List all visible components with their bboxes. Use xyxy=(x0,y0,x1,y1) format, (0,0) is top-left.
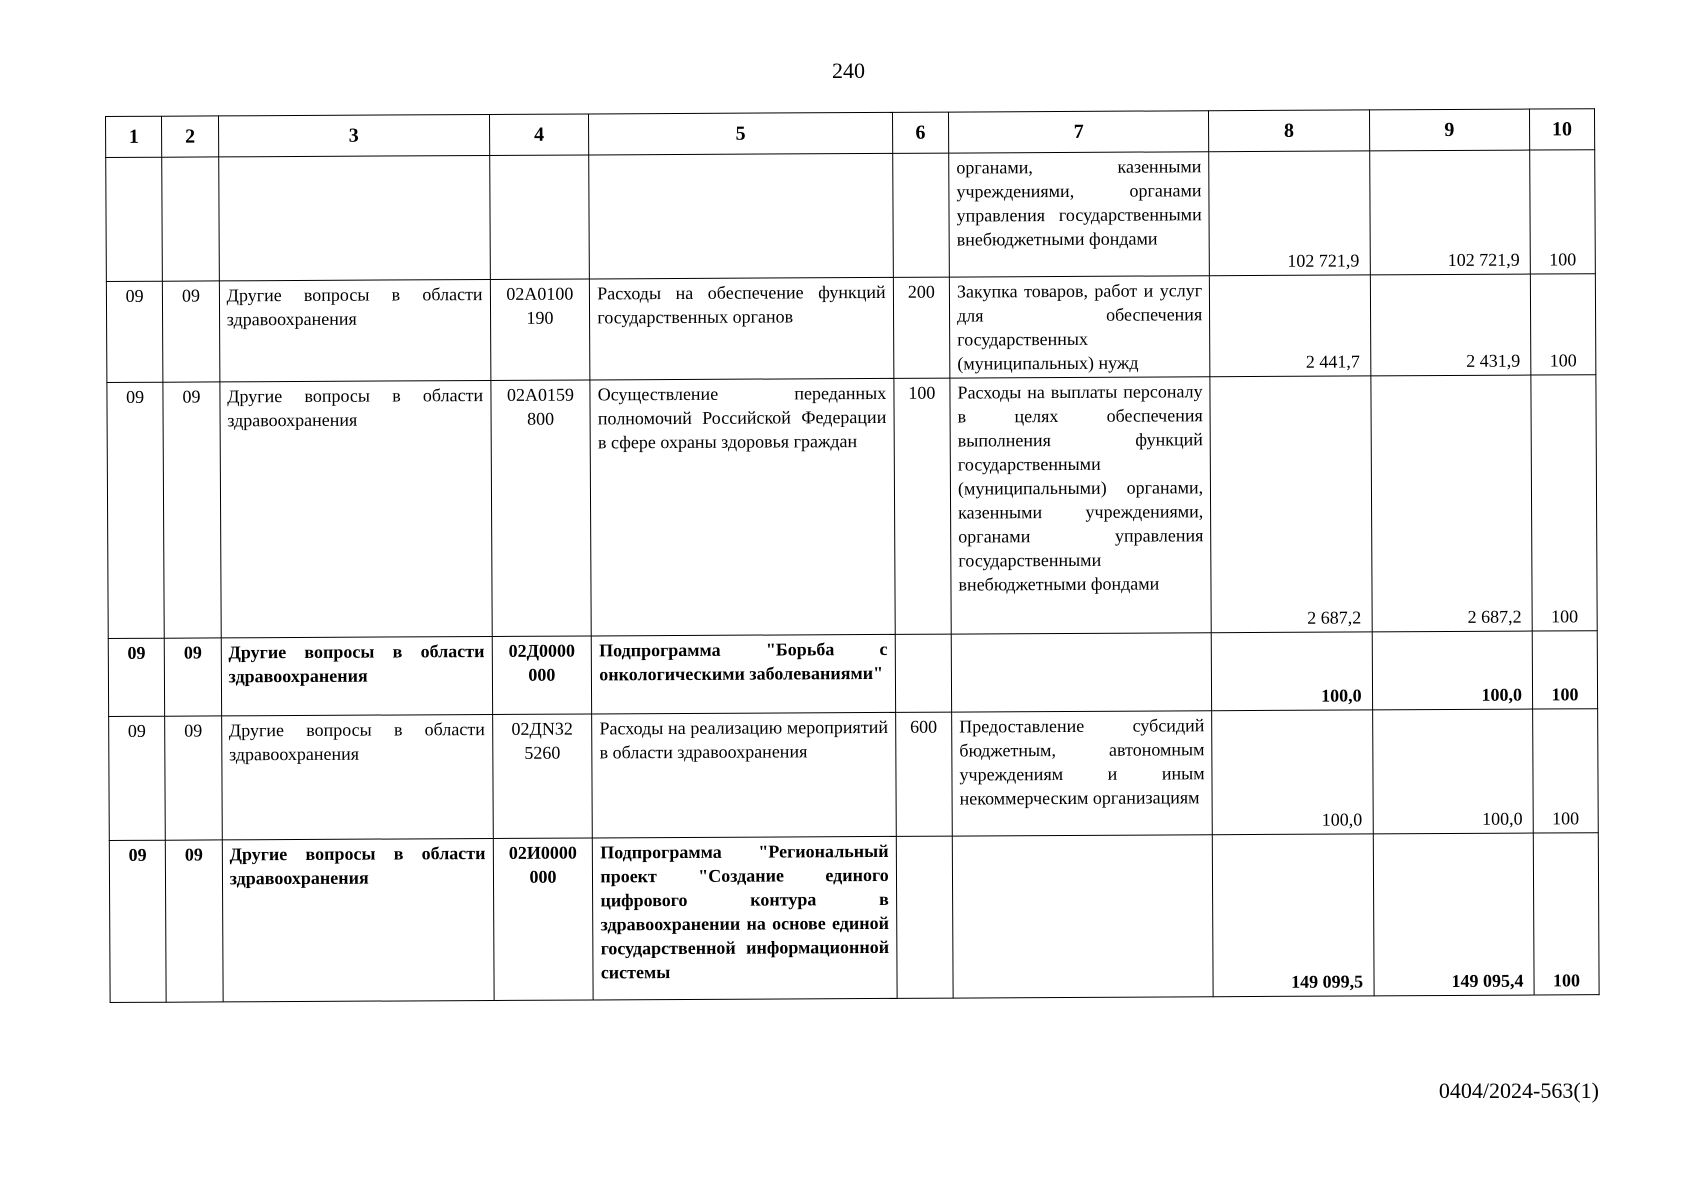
cell-target-code: 02А0100 190 xyxy=(490,279,590,381)
header-col-4: 4 xyxy=(489,114,589,156)
header-col-2: 2 xyxy=(162,116,219,157)
cell-section-name: Другие вопросы в области здравоохранения xyxy=(219,279,490,381)
table-row xyxy=(107,375,1597,639)
cell-target-name: Подпрограмма "Региональный проект "Создание единого цифрового контура в здравоохранении на основе единой государственной информационной системы xyxy=(593,836,897,1000)
cell-subsection: 09 xyxy=(163,382,221,638)
header-col-6: 6 xyxy=(892,112,949,153)
cell-target-name xyxy=(589,153,893,279)
cell-section: 09 xyxy=(109,716,166,840)
cell-percent: 100 xyxy=(1530,150,1596,274)
cell-planned: 102 721,9 xyxy=(1209,151,1370,276)
cell-target-name: Расходы на обеспечение функций государственных органов xyxy=(590,277,894,380)
header-col-5: 5 xyxy=(589,112,893,155)
header-col-3: 3 xyxy=(218,114,489,156)
page-number: 240 xyxy=(832,58,865,83)
cell-section-name: Другие вопросы в области здравоохранения xyxy=(222,838,494,1001)
cell-percent: 100 xyxy=(1531,375,1597,631)
cell-executed: 102 721,9 xyxy=(1369,150,1530,275)
cell-subsection: 09 xyxy=(165,638,222,716)
cell-section: 09 xyxy=(109,840,166,1002)
header-col-1: 1 xyxy=(106,116,163,157)
cell-planned: 2 441,7 xyxy=(1209,275,1370,377)
cell-percent: 100 xyxy=(1533,709,1599,833)
cell-expense-type: 600 xyxy=(895,712,952,836)
cell-executed: 100,0 xyxy=(1372,631,1533,710)
cell-expense-type xyxy=(892,153,949,277)
cell-target-code: 02А0159 800 xyxy=(490,380,591,637)
cell-planned: 100,0 xyxy=(1211,632,1372,711)
cell-executed: 2 687,2 xyxy=(1370,375,1532,632)
cell-target-code: 02Д0000 000 xyxy=(492,636,592,715)
cell-expense-type xyxy=(895,634,952,712)
table-row xyxy=(106,150,1596,282)
cell-section: 09 xyxy=(107,382,165,638)
header-col-9: 9 xyxy=(1369,109,1530,151)
cell-expense-name: Расходы на выплаты персоналу в целях обеспечения выполнения функций государственными (муниципальными) органами, казенными учреждениями, органами управления государственными внебюджетными фондами xyxy=(950,377,1211,634)
cell-target-code xyxy=(489,155,589,280)
table-row xyxy=(109,709,1599,841)
cell-section-name: Другие вопросы в области здравоохранения xyxy=(220,380,492,637)
cell-section-name: Другие вопросы в области здравоохранения xyxy=(221,714,493,839)
cell-executed: 2 431,9 xyxy=(1370,274,1531,376)
cell-expense-type: 100 xyxy=(894,378,952,634)
cell-expense-name: Предоставление субсидий бюджетным, автономным учреждениям и иным некоммерческим организациям xyxy=(952,711,1213,836)
budget-table xyxy=(105,108,1600,1003)
cell-target-name: Подпрограмма "Борьба с онкологическими заболеваниями" xyxy=(592,634,896,714)
cell-subsection: 09 xyxy=(163,281,220,382)
cell-planned: 2 687,2 xyxy=(1210,376,1372,633)
cell-section: 09 xyxy=(108,638,165,716)
cell-section-name xyxy=(218,155,490,280)
cell-target-code: 02И0000 000 xyxy=(493,838,594,1001)
cell-target-name: Осуществление переданных полномочий Российской Федерации в сфере охраны здоровья граждан xyxy=(590,378,895,636)
table-row xyxy=(108,631,1597,717)
cell-subsection xyxy=(162,157,219,281)
cell-planned: 149 099,5 xyxy=(1212,834,1373,997)
cell-expense-type xyxy=(896,836,953,998)
cell-section: 09 xyxy=(106,281,163,382)
cell-subsection: 09 xyxy=(166,840,223,1002)
cell-target-code: 02ДN32 5260 xyxy=(492,714,592,839)
header-col-10: 10 xyxy=(1529,109,1594,150)
cell-section-name: Другие вопросы в области здравоохранения xyxy=(221,636,492,715)
cell-expense-name: органами, казенными учреждениями, органами управления государственными внебюджетными фондами xyxy=(949,152,1210,277)
table-row xyxy=(109,833,1599,1003)
cell-expense-name xyxy=(951,633,1211,712)
cell-executed: 100,0 xyxy=(1372,709,1533,834)
table-row xyxy=(106,274,1596,383)
cell-section xyxy=(106,157,163,281)
cell-expense-name xyxy=(952,835,1213,998)
cell-subsection: 09 xyxy=(165,716,222,840)
cell-percent: 100 xyxy=(1533,833,1599,995)
document-number: 0404/2024-563(1) xyxy=(1438,1078,1599,1103)
cell-expense-type: 200 xyxy=(893,277,950,378)
cell-percent: 100 xyxy=(1532,631,1598,709)
cell-target-name: Расходы на реализацию мероприятий в области здравоохранения xyxy=(592,712,896,838)
cell-planned: 100,0 xyxy=(1212,710,1373,835)
header-col-8: 8 xyxy=(1209,110,1370,152)
cell-executed: 149 095,4 xyxy=(1373,833,1534,996)
cell-percent: 100 xyxy=(1530,274,1596,375)
header-col-7: 7 xyxy=(949,111,1209,153)
cell-expense-name: Закупка товаров, работ и услуг для обеспечения государственных (муниципальных) нужд xyxy=(949,276,1210,378)
